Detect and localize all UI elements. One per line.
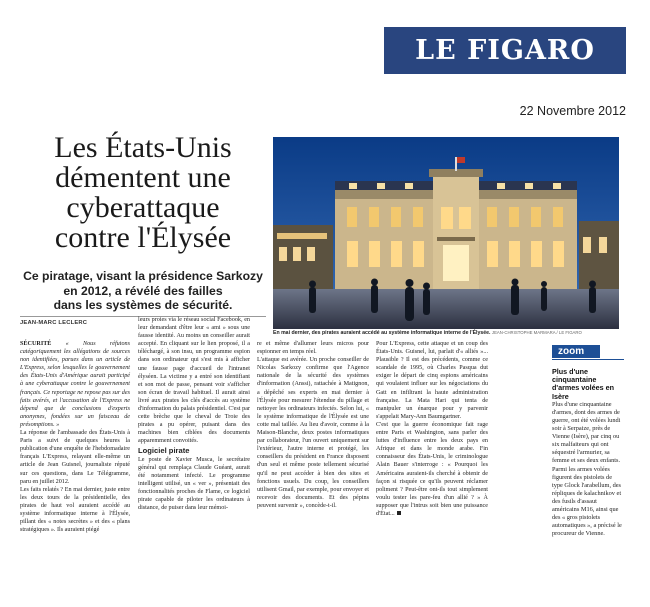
standfirst-line: dans les systèmes de sécurité.: [53, 298, 233, 312]
headline-line: contre l'Élysée: [54, 221, 232, 254]
headline-line: Les États-Unis: [54, 131, 232, 164]
sidebar-title: Plus d'une cinquantaine d'armes volées en Isère: [552, 367, 615, 401]
article-column-1: [20, 340, 130, 534]
masthead-logo: [384, 27, 626, 74]
sidebar-body: Plus d'une cinquantaine d'armes, dont des armes de guerre, ont été volées lundi soir à Serpaize, près de Vienne (Isère), par cinq ou six malfaiteurs qui ont séquestré l'armurier, sa femme et ses deux enfants. Parmi les armes volées figurent des pistolets de type Glock l'arabellum, des répliques de kalachnikov et des fusils d'assaut américains M16, ainsi que des « gros pistolets automatiques », a précisé le procureur de Vienne.: [552, 400, 622, 538]
zoom-label: zoom: [552, 345, 600, 358]
paragraph: re et même d'allumer leurs micros pour espionner en temps réel.: [257, 341, 369, 356]
paragraph: Pour L'Express, cette attaque et un coup des États-Unis. Guisnel, lui, parlait d'« alliés »... Plausible ? Il est des précédents, comme ce scandale de 1995, où Charles Pasqua dut exiger le départ de cinq espions américains qui voulaient influer sur les négociations du Gatt en infiltrant la haute administration française. La Mata Hari qui tenta de manipuler un énarque pour y parvenir s'appelait Mary-Ann Baumgartner.: [376, 341, 488, 420]
paragraph: La réponse de l'ambassade des États-Unis à Paris a suivi de quelques heures la publication d'une enquête de l'hebdomadaire français L'Express, relayant elle-même un article de Jean Guisnel, journaliste réputé sur ces questions, dans Le Télégramme, paru en juillet 2012.: [20, 430, 130, 485]
newspaper-name: LE FIGARO: [415, 35, 595, 66]
lead-label: SÉCURITÉ: [20, 341, 52, 347]
article-column-3: [257, 340, 369, 510]
lead-quote: « Nous réfutons catégoriquement les allégations de sources non identifiées, parues dans un article de L'Express, selon lesquelles le gouvernement des États-Unis d'Amérique aurait participé à une cyberattaque contre le gouvernement français. Ce reportage ne repose pas sur des faits avérés, et l'accusation de l'Express ne dépend que de conclusions d'experts anonymes, fondées sur un faisceau de présomptions. »: [20, 341, 130, 428]
standfirst: [20, 269, 266, 313]
paragraph: L'attaque est avérée. Un proche conseiller de Nicolas Sarkozy confirme que l'Agence nationale de la sécurité des systèmes d'information (Anssi), rattachée à Matignon, a dépêché ses experts en mai dernier à l'Élysée pour mesurer l'étendue du pillage et nettoyer les ordinateurs infectés. Selon lui, « le système informatique de l'Élysée est une cotte mal taillée. Au lieu d'avoir, comme à la Maison-Blanche, deux postes informatiques par collaborateur, l'un ouvert uniquement sur l'extérieur, l'autre interne et protégé, les conseillers du président en France disposent d'un seul et même poste tellement sécurisé qu'il ne peut accéder à bien des sites et fonctions usuels. Du coup, les conseillers utilisent Gmail, par exemple, pour envoyer et recevoir des documents. Et des pépins peuvent survenir », concède-t-il.: [257, 357, 369, 509]
photo-credit: JEAN-CHRISTOPHE MARMARA / LE FIGARO: [491, 330, 582, 335]
zoom-sidebar: [552, 345, 624, 538]
end-mark: [397, 511, 401, 515]
byline: JEAN-MARC LECLERC: [20, 320, 88, 326]
headline-line: démentent une: [55, 161, 231, 194]
elysee-palace-photo: [273, 137, 619, 329]
article-column-4: [376, 340, 488, 518]
paragraph: C'est que la guerre économique fait rage entre Paris et Washington, sans parler des luttes d'influence entre les deux pays en Afrique et dans le monde arabe. Fin connaisseur des États-Unis, le criminologue Alain Bauer s'interroge : « Pourquoi les Américains auraient-ils cherché à obtenir de façon si risquée ce qu'ils peuvent réclamer poliment ? Peut-être ont-ils tout simplement voulu tester les pare-feu d'un allié ? » À supposer que l'intrus soit bien une puissance d'État...: [376, 421, 488, 517]
article-column-2: [138, 316, 250, 512]
standfirst-line: en 2012, a révélé des failles: [63, 283, 223, 298]
standfirst-line: Ce piratage, visant la présidence Sarkozy: [23, 269, 263, 283]
sidebar-rule: [552, 359, 624, 360]
paragraph: Le poste de Xavier Musca, le secrétaire général qui remplaça Claude Guéant, aurait été notamment infecté. Le programme intelligent utilisé, un « ver », présentait des fonctionnalités proches de Flame, ce logiciel pirate capable de piloter les ordinateurs à distance, de puiser dans leur mémoi-: [138, 456, 250, 512]
headline-line: cyberattaque: [66, 191, 220, 224]
headline: [20, 133, 266, 253]
caption-text: En mai dernier, des pirates auraient accédé au système informatique interne de l'Élysée.: [273, 330, 491, 336]
subheading: Logiciel pirate: [138, 445, 190, 455]
paragraph: Les faits relatés ? En mai dernier, juste entre les deux tours de la présidentielle, des pirates de haut vol auraient accédé au système informatique interne à l'Élysée, pillant des « notes secrètes » et des « plans stratégiques ». Ils auraient piégé: [20, 486, 130, 534]
paragraph: leurs proies via le réseau social Facebook, en leur demandant d'être leur « ami » sous une fausse identité. Au moins un conseiller aurait accepté. En cliquant sur le lien proposé, il a téléchargé, à son insu, un programme espion dans son ordinateur qui s'est mis à afficher une fausse page d'accueil de l'intranet élyséen. La victime y a entré son identifiant et son mot de passe, pensant voir s'afficher son écran de travail habituel. Il aurait ainsi livré aux pirates les clés d'accès au système d'information du palais présidentiel. C'est par cette brèche que le cheval de Troie des pirates a pu opérer, puisant dans des machines bien ciblées des documents apparemment convoités.: [138, 317, 250, 445]
publication-date: 22 Novembre 2012: [519, 104, 626, 118]
photo-caption: [273, 330, 619, 336]
